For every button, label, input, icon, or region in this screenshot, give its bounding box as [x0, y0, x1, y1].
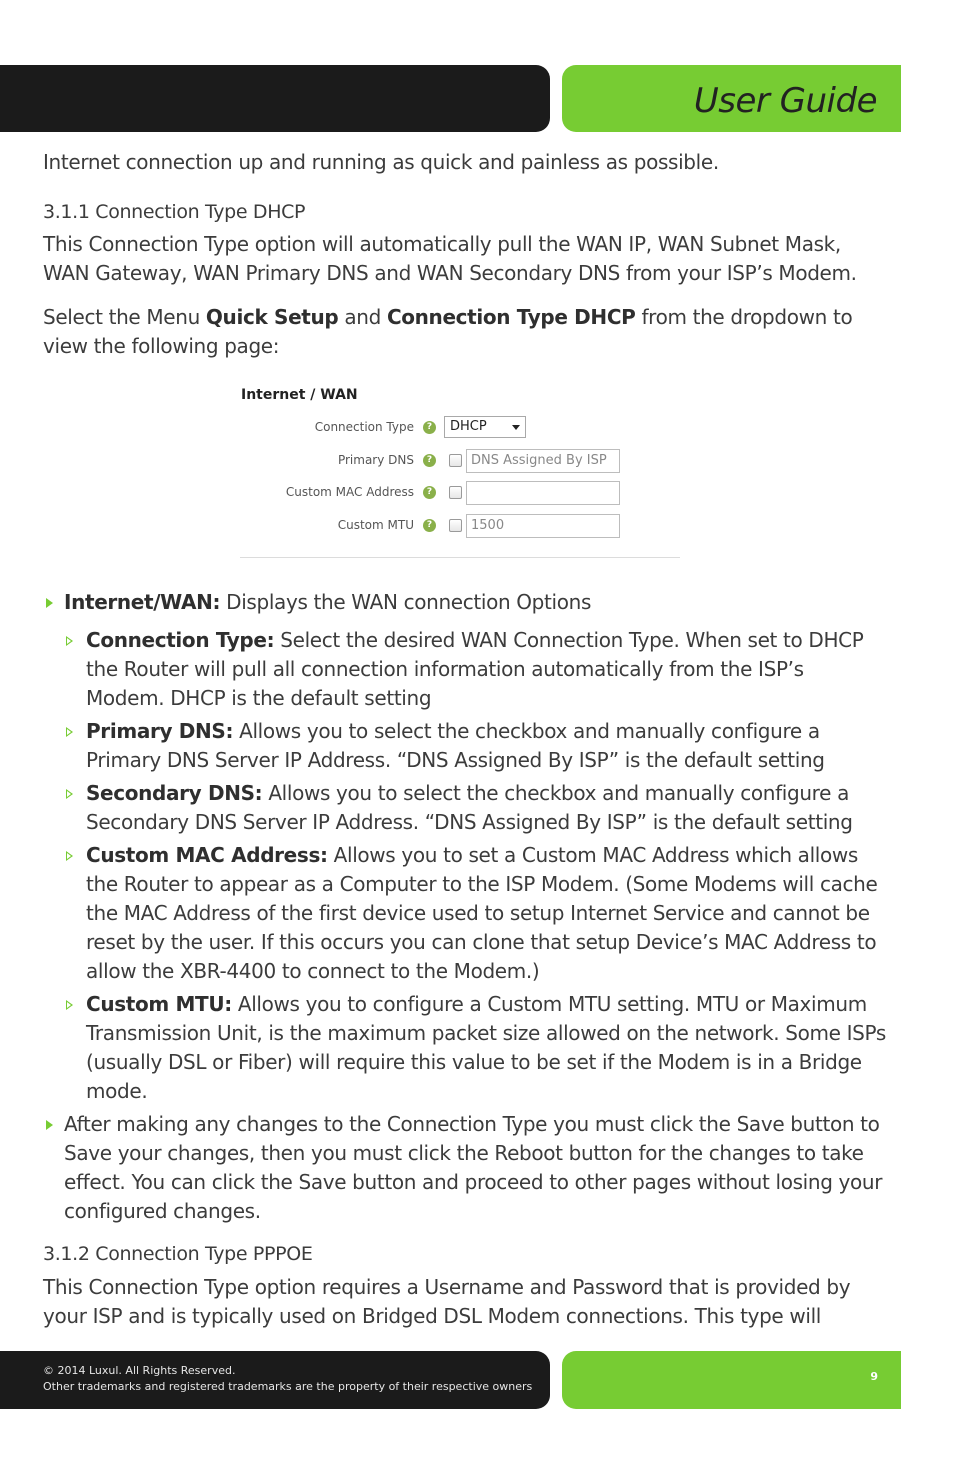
sub-bullet-triangle-icon [66, 851, 73, 861]
help-icon[interactable]: ? [423, 421, 436, 434]
footer-bar-dark [0, 1351, 550, 1409]
bullet-triangle-icon [46, 598, 53, 608]
section-311-para1: This Connection Type option will automatically pull the WAN IP, WAN Subnet Mask, WAN Gateway, WAN Primary DNS and WAN Secondary DNS from your ISP’s Modem. [43, 232, 857, 285]
primary-dns-checkbox[interactable] [449, 454, 462, 467]
section-heading-311: 3.1.1 Connection Type DHCP [43, 201, 306, 223]
custom-mac-input[interactable] [466, 481, 620, 505]
panel-title: Internet / WAN [241, 387, 358, 403]
row-custom-mtu [240, 514, 680, 538]
footer-copyright [43, 1363, 532, 1395]
help-icon[interactable]: ? [423, 454, 436, 467]
custom-mtu-input[interactable]: 1500 [466, 514, 620, 538]
bullet-connection-type: Connection Type: Select the desired WAN Connection Type. When set to DHCP the Router will pull all connection information automatically from the ISP’s Modem. DHCP is the default setting [86, 628, 864, 710]
bullet-custom-mtu: Custom MTU: Allows you to configure a Custom MTU setting. MTU or Maximum Transmission Unit, is the maximum packet size allowed on the network. Some ISPs (usually DSL or Fiber) will require this value to be set if the Modem is in a Bridge mode. [86, 992, 886, 1103]
row-custom-mac [240, 481, 680, 505]
intro-line: Internet connection up and running as quick and painless as possible. [43, 150, 719, 174]
bullet-secondary-dns: Secondary DNS: Allows you to select the checkbox and manually configure a Secondary DNS Server IP Address. “DNS Assigned By ISP” is the default setting [86, 781, 853, 834]
header-bar-green [562, 65, 901, 132]
primary-dns-input[interactable]: DNS Assigned By ISP [466, 449, 620, 473]
internet-wan-screenshot [240, 383, 680, 558]
custom-mac-checkbox[interactable] [449, 486, 462, 499]
section-312-para1: This Connection Type option requires a Username and Password that is provided by your ISP and is typically used on Bridged DSL Modem connections. This type will [43, 1275, 851, 1328]
document-title: User Guide [693, 81, 877, 121]
sub-bullet-triangle-icon [66, 636, 73, 646]
custom-mtu-label: Custom MTU [337, 518, 414, 532]
copyright-text: © 2014 Luxul. All Rights Reserved. [43, 1364, 236, 1377]
bullet-internet-wan: Internet/WAN: Displays the WAN connection Options [64, 590, 592, 614]
custom-mac-label: Custom MAC Address [285, 485, 414, 499]
bullet-triangle-icon [46, 1120, 53, 1130]
custom-mtu-checkbox[interactable] [449, 519, 462, 532]
chevron-down-icon [512, 425, 520, 430]
footer-bar-green [562, 1351, 901, 1409]
sub-bullet-triangle-icon [66, 727, 73, 737]
trademark-text: Other trademarks and registered trademarks are the property of their respective owners [43, 1380, 533, 1393]
help-icon[interactable]: ? [423, 486, 436, 499]
row-primary-dns [240, 449, 680, 473]
page-number: 9 [870, 1370, 878, 1383]
bullet-primary-dns: Primary DNS: Allows you to select the checkbox and manually configure a Primary DNS Server IP Address. “DNS Assigned By ISP” is the default setting [86, 719, 825, 772]
primary-dns-label: Primary DNS [337, 453, 414, 467]
section-heading-312: 3.1.2 Connection Type PPPOE [43, 1243, 313, 1265]
sub-bullet-triangle-icon [66, 1000, 73, 1010]
help-icon[interactable]: ? [423, 519, 436, 532]
sub-bullet-triangle-icon [66, 789, 73, 799]
bullet-after-changes: After making any changes to the Connection Type you must click the Save button to Save your changes, then you must click the Reboot button for the changes to take effect. You can click the Save button and proceed to other pages without losing your configured changes. [64, 1112, 883, 1223]
header-bar-dark [0, 65, 550, 132]
connection-type-label: Connection Type [314, 420, 414, 434]
connection-type-select[interactable]: DHCP [444, 416, 526, 438]
section-311-para2: Select the Menu Quick Setup and Connection Type DHCP from the dropdown to view the following page: [43, 305, 853, 358]
row-connection-type [240, 416, 680, 440]
bullet-custom-mac: Custom MAC Address: Allows you to set a Custom MAC Address which allows the Router to appear as a Computer to the ISP Modem. (Some Modems will cache the MAC Address of the first device used to setup Internet Service and cannot be reset by the user. If this occurs you can clone that setup Device’s MAC Address to allow the XBR-4400 to connect to the Modem.) [86, 843, 878, 983]
